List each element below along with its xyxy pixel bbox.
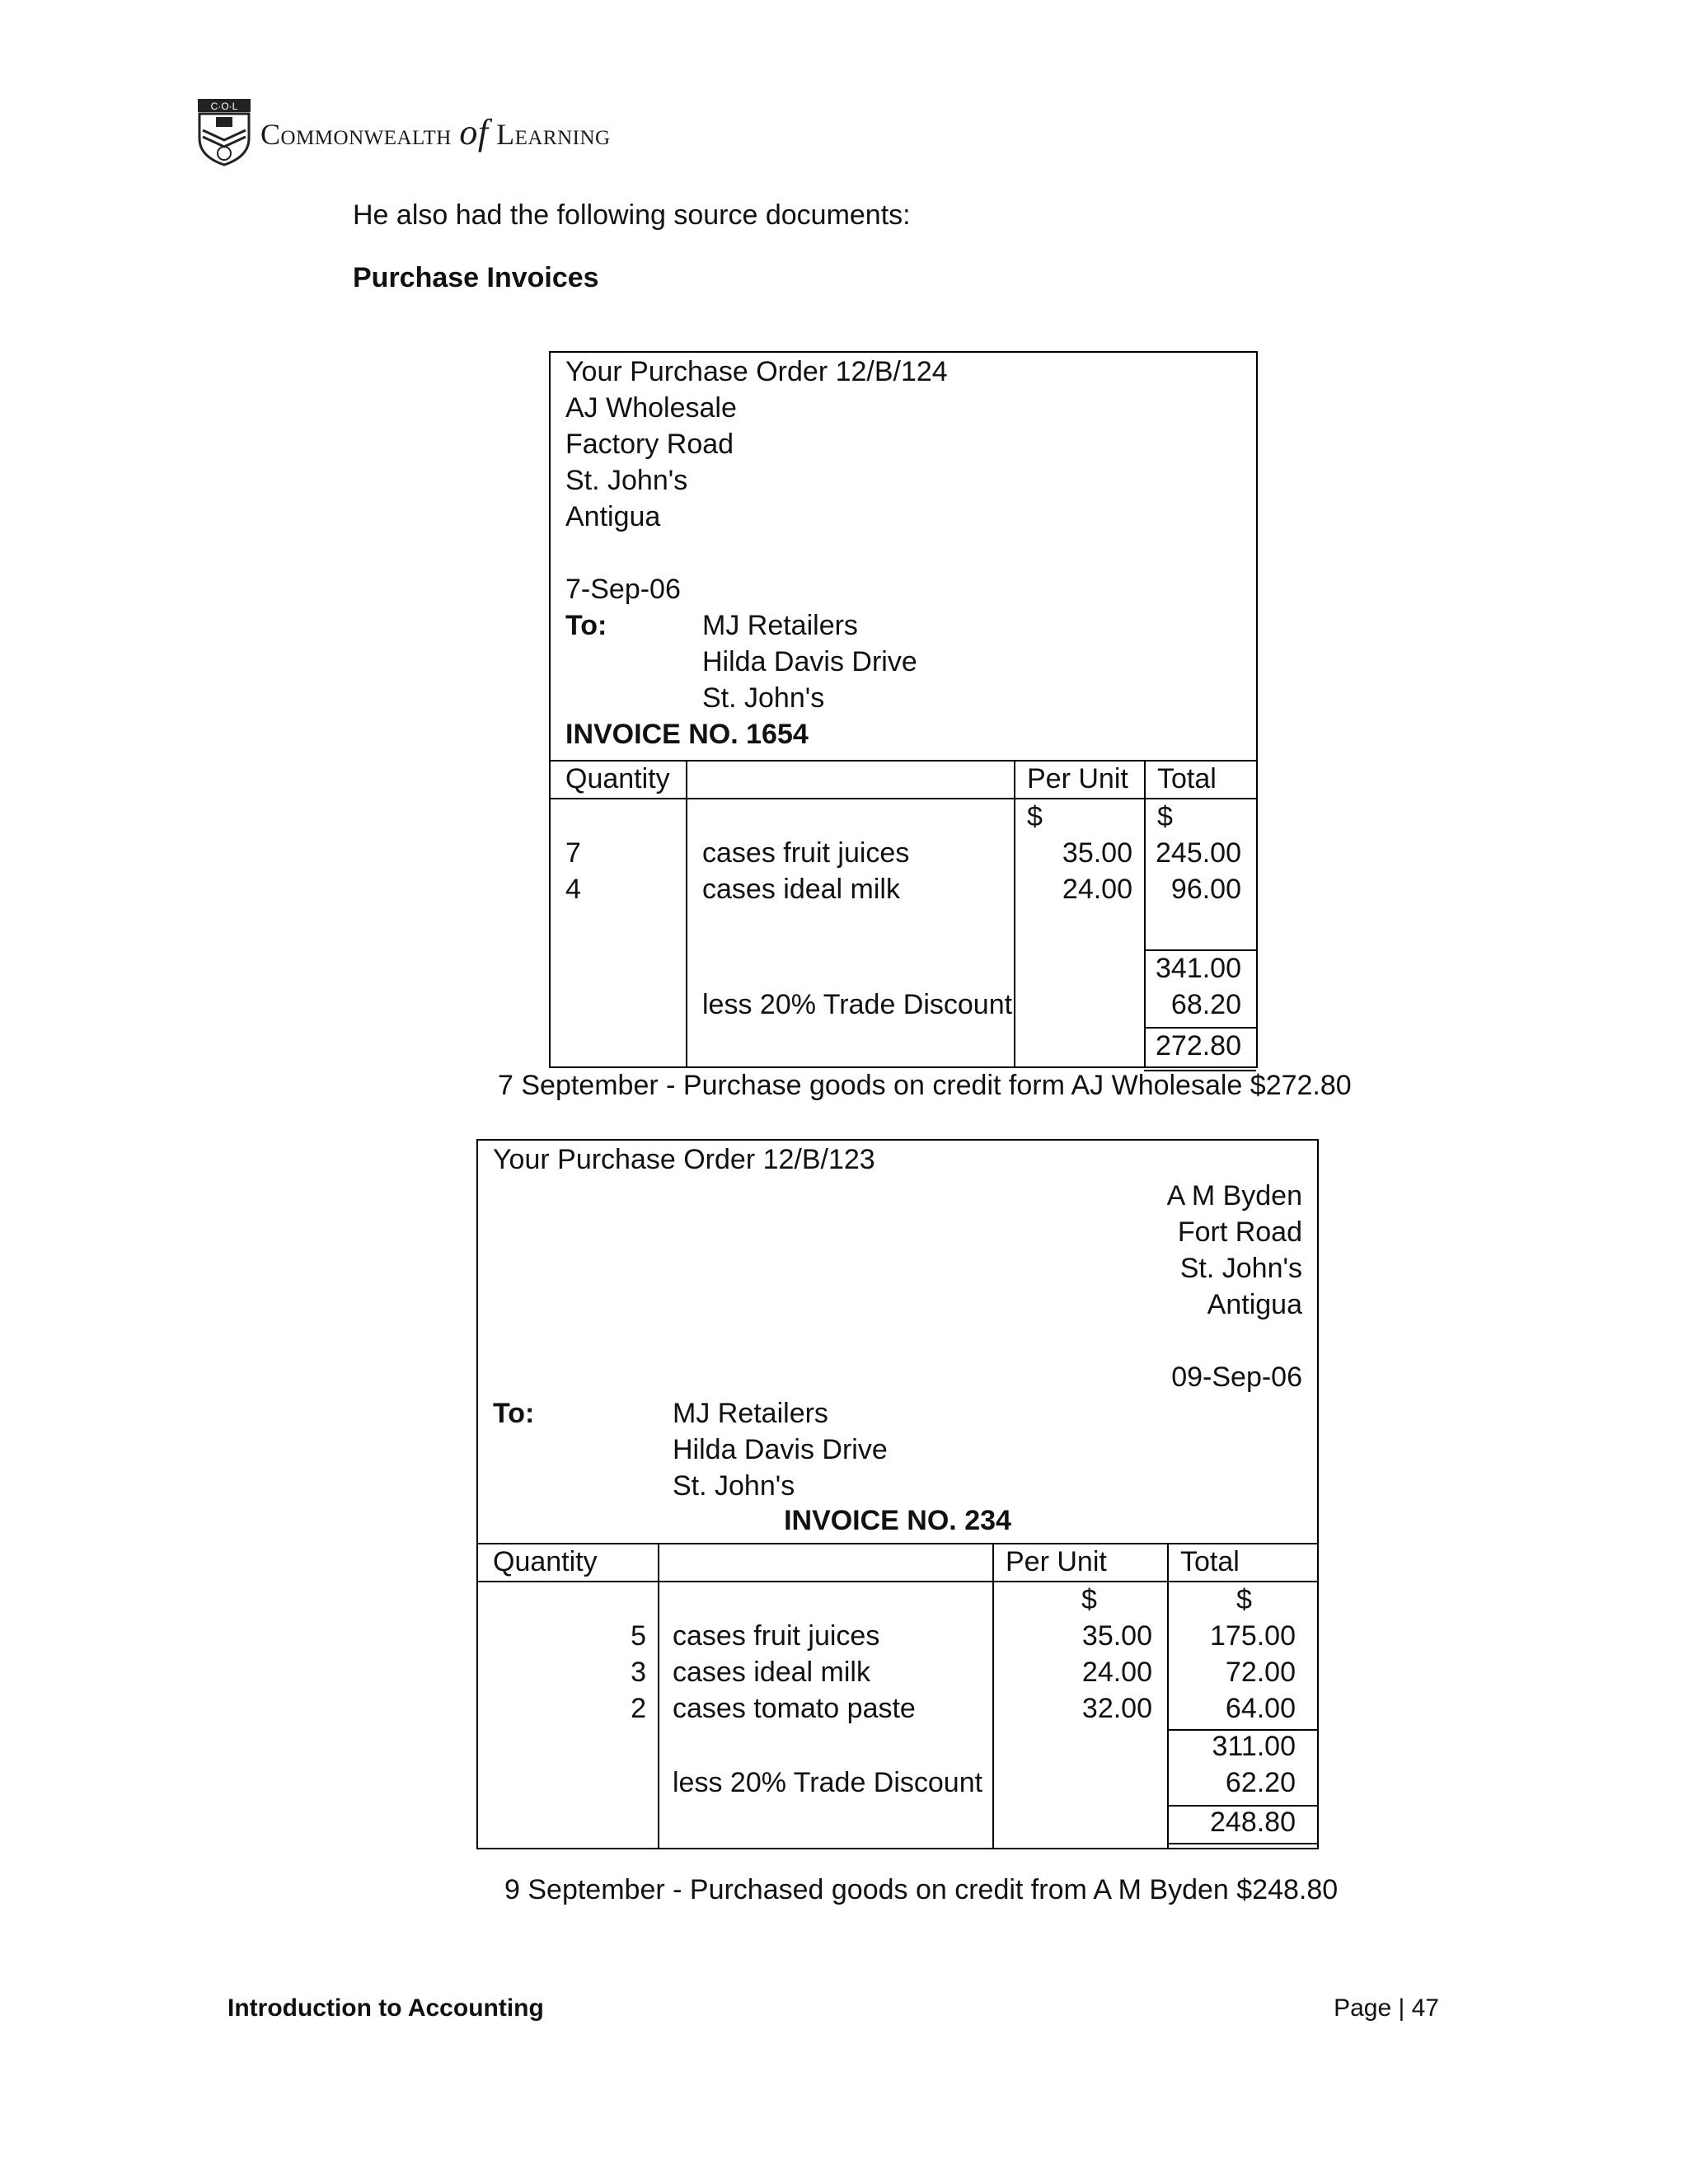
- invoice2-item-desc: cases fruit juices: [673, 1620, 880, 1652]
- col-badge: C·O·L: [210, 101, 238, 112]
- invoice1-col-divider: [1144, 760, 1146, 1066]
- intro-text: He also had the following source documents:: [353, 199, 911, 231]
- invoice2-item-unit: 24.00: [1081, 1657, 1152, 1688]
- invoice2-number: INVOICE NO. 234: [784, 1505, 1011, 1536]
- logo-word-learning: Learning: [496, 117, 611, 151]
- invoice1-currency-unit: $: [1027, 801, 1043, 832]
- invoice2-header-total: Total: [1180, 1546, 1240, 1577]
- invoice1-item-unit: 24.00: [1062, 874, 1132, 905]
- invoice2-item-total: 175.00: [1210, 1620, 1296, 1652]
- invoice1-currency-total: $: [1157, 801, 1173, 832]
- section-heading: Purchase Invoices: [353, 262, 599, 293]
- invoice2-to-label: To:: [493, 1398, 535, 1429]
- logo-word-common: Commonwealth: [260, 117, 452, 151]
- invoice1-subtotal: 341.00: [1156, 953, 1241, 984]
- invoice1-col-divider: [1014, 760, 1015, 1066]
- invoice2-discount-label: less 20% Trade Discount: [673, 1767, 983, 1798]
- invoice2-item-total: 64.00: [1225, 1693, 1296, 1724]
- invoice2-supplier-line: A M Byden: [1166, 1180, 1302, 1212]
- invoice2-subtotal: 311.00: [1212, 1731, 1296, 1762]
- invoice1-to-label: To:: [565, 610, 607, 641]
- logo-word-of: of: [459, 111, 489, 152]
- footer-title: Introduction to Accounting: [227, 1994, 544, 2022]
- invoice2-col-divider: [658, 1543, 659, 1848]
- invoice2-header-per-unit: Per Unit: [1006, 1546, 1107, 1577]
- invoice1-item-qty: 4: [565, 874, 581, 905]
- invoice2-caption: 9 September - Purchased goods on credit from A M Byden $248.80: [504, 1874, 1339, 1905]
- col-crest-icon: [196, 97, 252, 166]
- invoice1-number: INVOICE NO. 1654: [565, 719, 809, 750]
- invoice1-item-desc: cases fruit juices: [702, 837, 910, 869]
- invoice1-order: Your Purchase Order 12/B/124: [565, 356, 948, 387]
- invoice1-discount: 68.20: [1170, 989, 1241, 1020]
- invoice1-to-line: St. John's: [702, 682, 825, 714]
- invoice1-to-line: Hilda Davis Drive: [702, 646, 917, 677]
- invoice1-header-bottom-rule: [551, 798, 1256, 799]
- invoice-1: [549, 351, 1258, 1068]
- invoice2-to-line: MJ Retailers: [673, 1398, 828, 1429]
- invoice2-to-line: St. John's: [673, 1470, 795, 1502]
- invoice1-item-desc: cases ideal milk: [702, 874, 900, 905]
- invoice1-item-unit: 35.00: [1062, 837, 1132, 869]
- page-number: Page | 47: [1334, 1994, 1439, 2022]
- invoice2-currency-unit: $: [1081, 1584, 1097, 1615]
- invoice1-header-total: Total: [1157, 763, 1217, 794]
- invoice1-date: 7-Sep-06: [565, 574, 681, 605]
- invoice2-supplier-line: St. John's: [1179, 1253, 1302, 1284]
- invoice2-item-qty: 3: [631, 1657, 646, 1688]
- invoice2-item-qty: 5: [631, 1620, 646, 1652]
- invoice1-header-per-unit: Per Unit: [1027, 763, 1128, 794]
- invoice2-date: 09-Sep-06: [1171, 1361, 1302, 1393]
- invoice1-col-divider: [686, 760, 687, 1066]
- invoice1-item-total: 245.00: [1156, 837, 1241, 869]
- invoice1-supplier-line: Antigua: [565, 501, 661, 532]
- invoice1-to-line: MJ Retailers: [702, 610, 858, 641]
- invoice2-to-line: Hilda Davis Drive: [673, 1434, 888, 1465]
- invoice1-item-qty: 7: [565, 837, 581, 869]
- invoice2-net-double-rule: [1167, 1843, 1317, 1844]
- invoice2-col-divider: [1167, 1543, 1169, 1848]
- invoice2-item-desc: cases ideal milk: [673, 1657, 870, 1688]
- invoice2-discount: 62.20: [1225, 1767, 1296, 1798]
- invoice2-item-unit: 35.00: [1081, 1620, 1152, 1652]
- invoice2-item-total: 72.00: [1225, 1657, 1296, 1688]
- invoice2-supplier-line: Fort Road: [1177, 1216, 1302, 1248]
- invoice2-item-qty: 2: [631, 1693, 646, 1724]
- invoice1-caption: 7 September - Purchase goods on credit form AJ Wholesale $272.80: [498, 1070, 1352, 1101]
- invoice2-header-bottom-rule: [478, 1581, 1317, 1582]
- invoice1-net: 272.80: [1156, 1030, 1241, 1062]
- invoice1-header-quantity: Quantity: [565, 763, 670, 794]
- invoice1-discount-label: less 20% Trade Discount: [702, 989, 1013, 1020]
- invoice2-header-quantity: Quantity: [493, 1546, 598, 1577]
- invoice2-net: 248.80: [1210, 1807, 1296, 1838]
- invoice1-supplier-line: AJ Wholesale: [565, 392, 737, 424]
- invoice1-supplier-line: St. John's: [565, 465, 688, 496]
- col-logo: [196, 97, 611, 166]
- invoice1-supplier-line: Factory Road: [565, 429, 734, 460]
- col-wordmark: [260, 111, 611, 153]
- invoice2-item-unit: 32.00: [1081, 1693, 1152, 1724]
- invoice-2: [476, 1139, 1319, 1849]
- invoice2-currency-total: $: [1236, 1584, 1252, 1615]
- invoice2-item-desc: cases tomato paste: [673, 1693, 916, 1724]
- invoice2-supplier-line: Antigua: [1207, 1289, 1302, 1320]
- invoice2-col-divider: [992, 1543, 994, 1848]
- invoice2-order: Your Purchase Order 12/B/123: [493, 1144, 875, 1175]
- invoice1-item-total: 96.00: [1170, 874, 1241, 905]
